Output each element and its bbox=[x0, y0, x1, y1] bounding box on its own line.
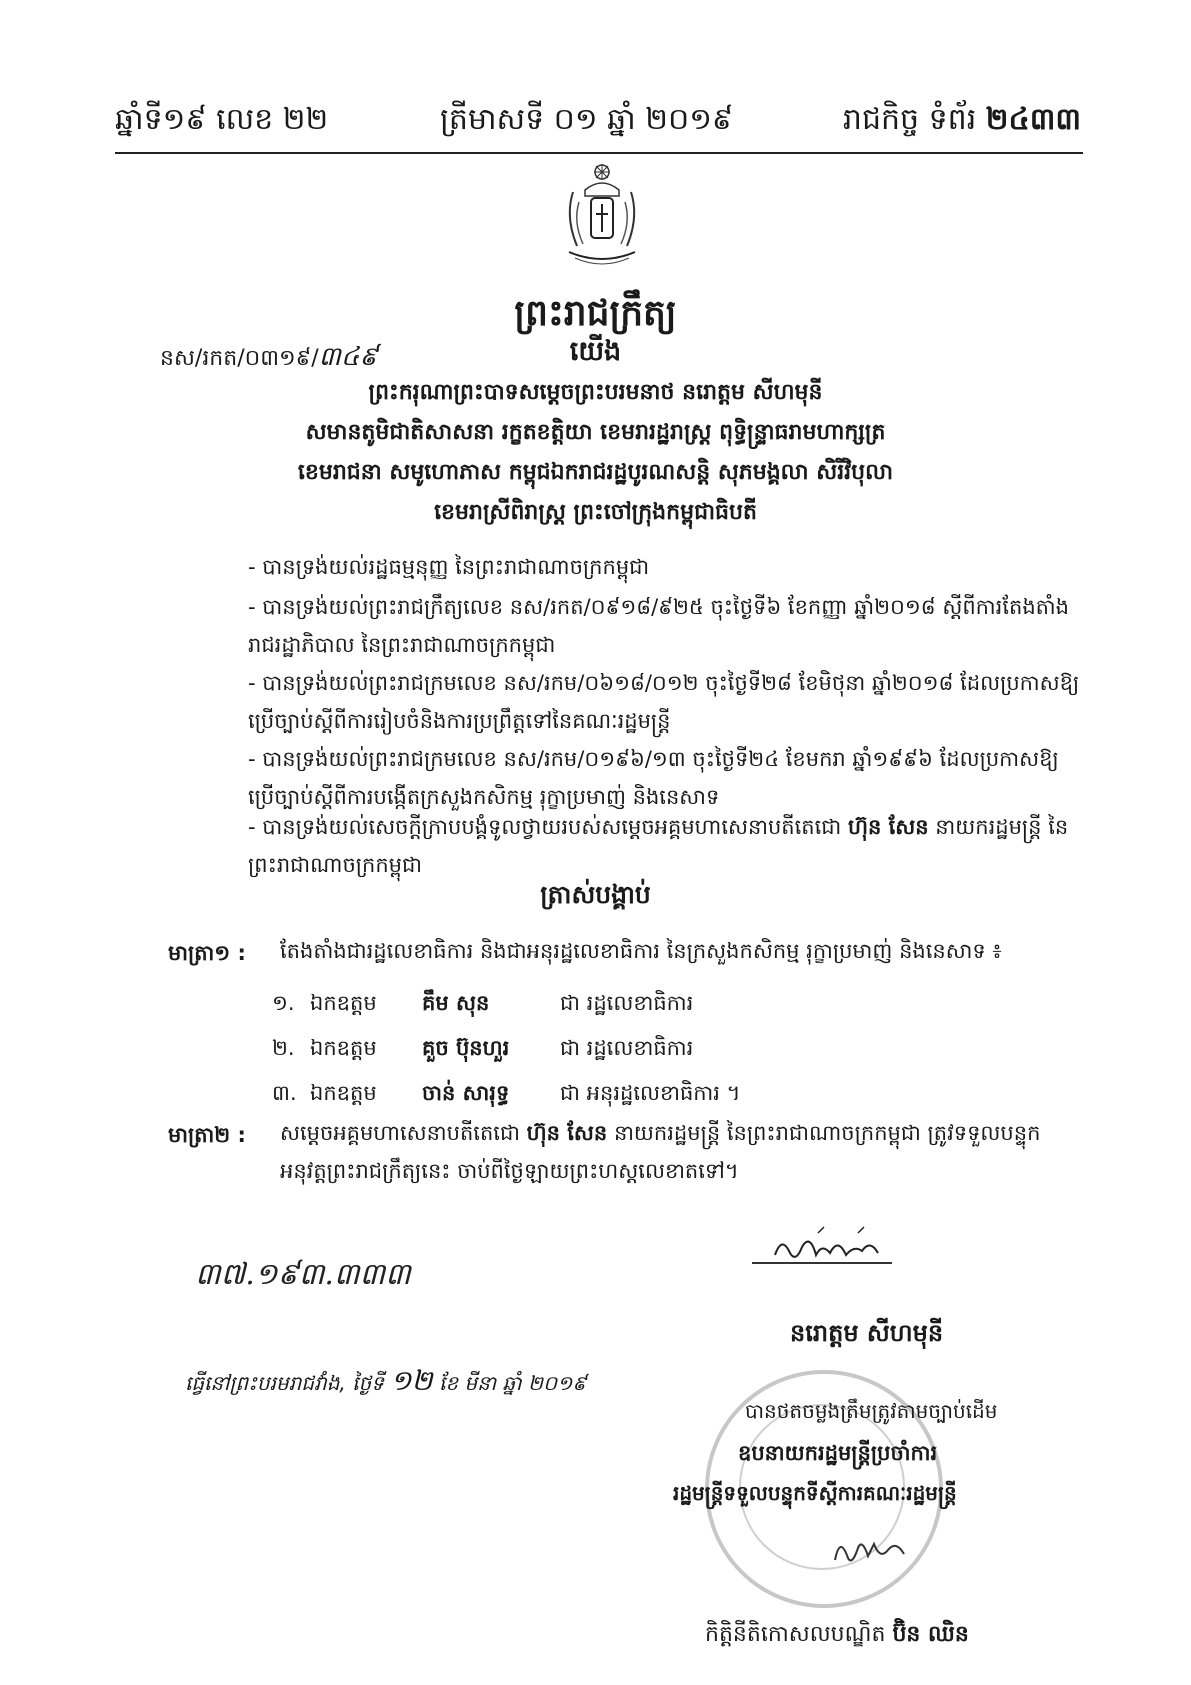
article2-suffix: នាយករដ្ឋមន្ត្រី នៃព្រះរាជាណាចក្រកម្ពុជា ត្រូវទទួលបន្ទុកអនុវត្តព្រះរាជក្រឹត្យនេះ ចាប់ពីថ្ងៃឡាយព្រះហស្តលេខាតទៅ។ bbox=[280, 1121, 1041, 1183]
royal-signature-name: នរោត្តម សីហមុនី bbox=[790, 1319, 944, 1347]
appointee-num: ១. bbox=[272, 991, 295, 1015]
article1-text: តែងតាំងជារដ្ឋលេខាធិការ និងជាអនុរដ្ឋលេខាធិការ នៃក្រសួងកសិកម្ម រុក្ខាប្រមាញ់ និងនេសាទ ៖ bbox=[280, 939, 1002, 963]
appointee-name: គឹម សុន bbox=[422, 991, 490, 1015]
appointee-num: ៣. bbox=[272, 1081, 297, 1105]
header-quarter: ត្រីមាសទី ០១ ឆ្នាំ ២០១៩ bbox=[440, 102, 734, 137]
visa-item bbox=[248, 808, 1083, 884]
appointee-num: ២. bbox=[272, 1036, 295, 1060]
certification-line: បានថតចម្លងត្រឹមត្រូវតាមច្បាប់ដើម bbox=[745, 1399, 998, 1423]
preamble-line: សមានតូមិជាតិសាសនា រក្ខតខត្តិយា ខេមរារដ្ឋរាស្ត្រ ពុទ្ធិន្ទ្រាធរាមហាក្សត្រ bbox=[305, 420, 886, 445]
prime-minister-name: ហ៊ុន សែន bbox=[847, 815, 929, 839]
appointee-role: ជា អនុរដ្ឋលេខាធិការ ។ bbox=[560, 1081, 741, 1105]
certification-line: ឧបនាយករដ្ឋមន្ត្រីប្រចាំការ bbox=[738, 1441, 938, 1465]
done-at-day: ១២ bbox=[390, 1364, 433, 1397]
appointee-role: ជា រដ្ឋលេខាធិការ bbox=[560, 991, 694, 1015]
decree-subtitle: យើង bbox=[569, 336, 622, 367]
header-page-prefix: រាជកិច្ច ទំព័រ bbox=[842, 102, 986, 137]
appointee-name: គួច ប៊ុនហួរ bbox=[422, 1036, 510, 1060]
reference-printed: នស/រកត/០៣១៩/ bbox=[160, 346, 319, 371]
reference-handwritten: ៣៤៩ bbox=[318, 342, 378, 372]
article2-text bbox=[280, 1114, 1083, 1190]
done-at-suffix: ខែ មីនា ឆ្នាំ ២០១៩ bbox=[432, 1371, 587, 1395]
appointee-title: ឯកឧត្តម bbox=[310, 991, 377, 1015]
done-at-prefix: ធ្វើនៅព្រះបរមរាជវាំង, ថ្ងៃទី bbox=[185, 1371, 391, 1395]
header-issue: ឆ្នាំទី១៩ លេខ ២២ bbox=[115, 102, 329, 137]
visa-suffix: នាយករដ្ឋមន្ត្រី នៃព្រះរាជាណាចក្រកម្ពុជា bbox=[248, 815, 1069, 877]
appointee-title: ឯកឧត្តម bbox=[310, 1081, 377, 1105]
royal-signature-scribble bbox=[770, 1225, 900, 1271]
article2-prefix: សម្តេចអគ្គមហាសេនាបតីតេជោ bbox=[280, 1121, 527, 1145]
article1-label: មាត្រា១ : bbox=[168, 941, 246, 965]
royal-arms-emblem-icon bbox=[555, 162, 650, 272]
decision-heading: ត្រាស់បង្គាប់ bbox=[540, 880, 651, 909]
visa-item: - បានទ្រង់យល់ព្រះរាជក្រមលេខ នស/រកម/០១៩៦/១៣ ចុះថ្ងៃទី២៤ ខែមករា ឆ្នាំ១៩៩៦ ដែលប្រកាសឱ្យប្រើច្បាប់ស្តីពីការបង្កើតក្រសួងកសិកម្ម រុក្ខាប្រមាញ់ និងនេសាទ bbox=[248, 747, 1059, 809]
royal-signature-icon bbox=[770, 1225, 900, 1265]
preamble-line: ព្រះករុណាព្រះបាទសម្តេចព្រះបរមនាថ នរោត្តម សីហមុនី bbox=[368, 380, 823, 405]
appointee-name: ចាន់ សារុទ្ធ bbox=[422, 1081, 510, 1105]
prime-minister-name: ហ៊ុន សែន bbox=[526, 1121, 608, 1145]
header-rule bbox=[115, 152, 1083, 154]
official-name: ប៊ិន ឈិន bbox=[892, 1622, 969, 1647]
visa-item: - បានទ្រង់យល់ព្រះរាជក្រមលេខ នស/រកម/០៦១៨/០១២ ចុះថ្ងៃទី២៨ ខែមិថុនា ឆ្នាំ២០១៨ ដែលប្រកាសឱ្យប្រើច្បាប់ស្តីពីការរៀបចំនិងការប្រព្រឹត្តទៅនៃគណៈរដ្ឋមន្ត្រី bbox=[248, 671, 1080, 733]
header-page bbox=[843, 100, 1081, 144]
article2-label: មាត្រា២ : bbox=[168, 1123, 246, 1147]
header-page-number: ២៤៣៣ bbox=[985, 102, 1081, 137]
signature-underline bbox=[752, 1262, 892, 1264]
visa-prefix: - បានទ្រង់យល់សេចក្តីក្រាបបង្គំទូលថ្វាយរបស់សម្តេចអគ្គមហាសេនាបតីតេជោ bbox=[248, 815, 848, 839]
appointee-role: ជា រដ្ឋលេខាធិការ bbox=[560, 1036, 694, 1060]
official-title: កិត្តិនីតិកោសលបណ្ឌិត bbox=[705, 1622, 893, 1647]
official-signature-icon bbox=[830, 1530, 910, 1570]
done-at-line bbox=[185, 1363, 586, 1404]
visa-item: - បានទ្រង់យល់រដ្ឋធម្មនុញ្ញ នៃព្រះរាជាណាចក្រកម្ពុជា bbox=[248, 555, 650, 579]
preamble-line: ខេមរាស្រីពិរាស្ត្រ ព្រះចៅក្រុងកម្ពុជាធិបតី bbox=[434, 500, 757, 525]
certification-line: រដ្ឋមន្ត្រីទទួលបន្ទុកទីស្តីការគណៈរដ្ឋមន្ត្រី bbox=[673, 1481, 957, 1505]
visa-item: - បានទ្រង់យល់ព្រះរាជក្រឹត្យលេខ នស/រកត/០៩១៨/៩២៥ ចុះថ្ងៃទី៦ ខែកញ្ញា ឆ្នាំ២០១៨ ស្តីពីការតែងតាំងរាជរដ្ឋាភិបាល នៃព្រះរាជាណាចក្រកម្ពុជា bbox=[248, 595, 1069, 657]
appointee-title: ឯកឧត្តម bbox=[310, 1036, 377, 1060]
certifying-official bbox=[705, 1620, 969, 1652]
decree-title: ព្រះរាជក្រឹត្យ bbox=[514, 293, 677, 334]
preamble-line: ខេមរាជនា សមូហោភាស កម្ពុជឯករាជរដ្ឋបូរណសន្តិ សុភមង្គលា សិរីវិបុលា bbox=[297, 460, 894, 485]
registration-number-handwritten: ៣៧.១៩៣.៣៣៣ bbox=[195, 1257, 411, 1292]
